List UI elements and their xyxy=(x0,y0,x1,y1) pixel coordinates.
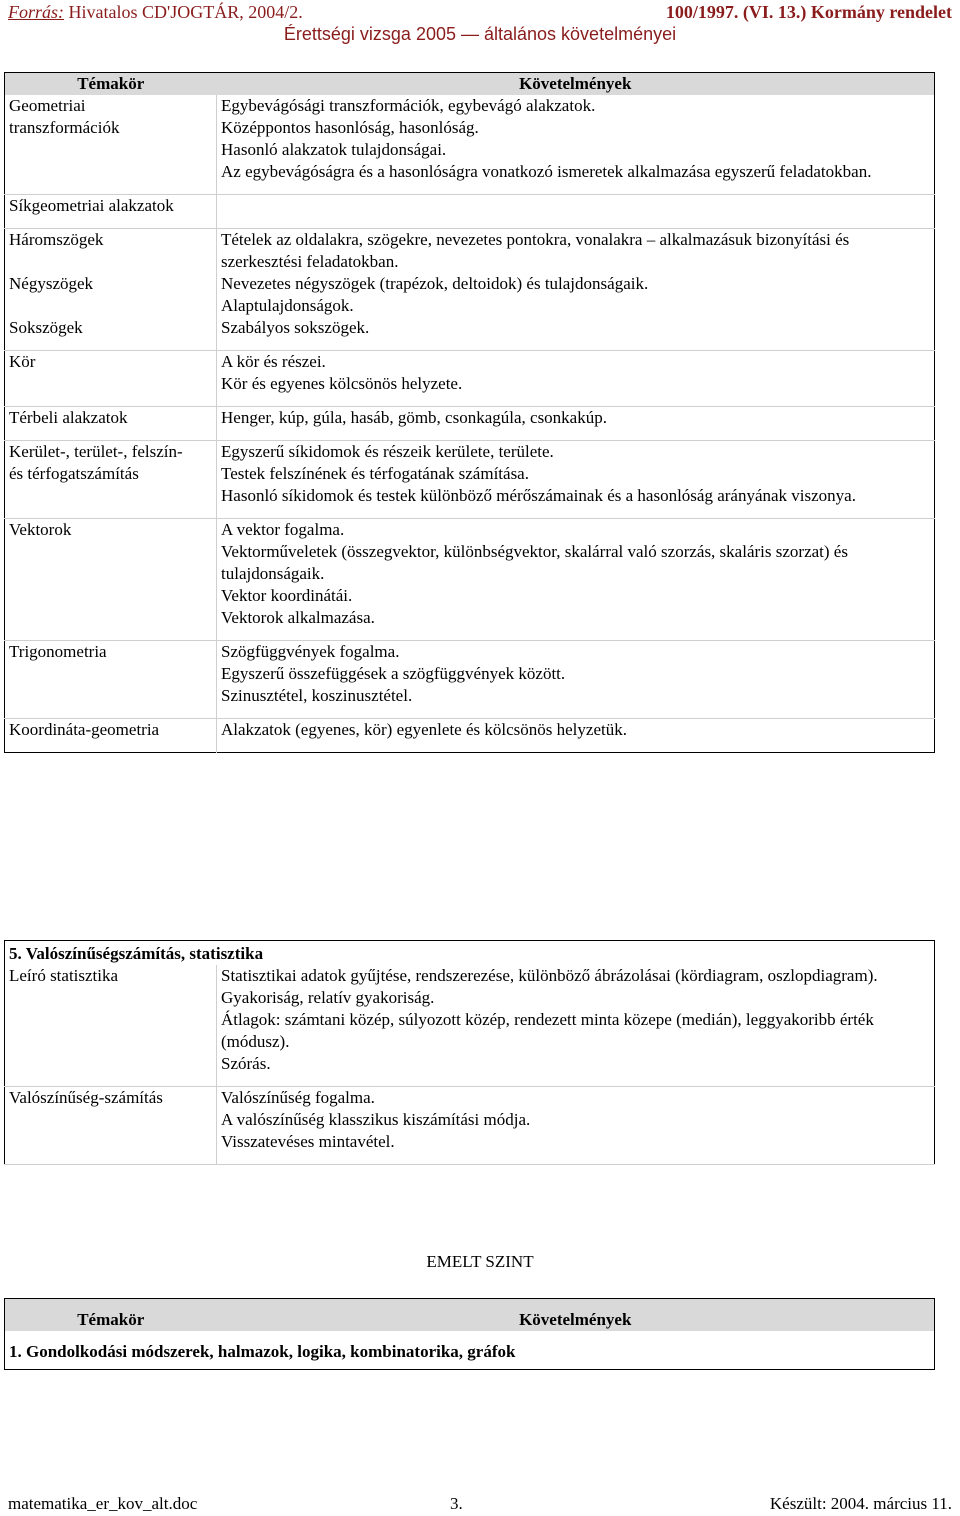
requirement-cell xyxy=(217,519,935,641)
table-row xyxy=(5,965,935,1087)
topic-line: Síkgeometriai alakzatok xyxy=(9,196,174,215)
topic-line: Koordináta-geometria xyxy=(9,720,160,739)
requirement-line: Henger, kúp, gúla, hasáb, gömb, csonkagúla, csonkakúp. xyxy=(221,408,607,427)
requirement-line: Vektorok alkalmazása. xyxy=(221,608,375,627)
table-row xyxy=(5,641,935,719)
requirement-line: Szögfüggvények fogalma. xyxy=(221,642,400,661)
topic-line: Térbeli alakzatok xyxy=(9,408,128,427)
page-header xyxy=(0,0,960,24)
table2-body xyxy=(5,965,935,1165)
requirement-line: Hasonló síkidomok és testek különböző mérőszámainak és a hasonlóság arányának viszonya. xyxy=(221,486,856,505)
requirements-table-geometry xyxy=(4,72,935,753)
law-reference: 100/1997. (VI. 13.) Kormány rendelet xyxy=(665,2,952,22)
topic-line: Kerület-, terület-, felszín- xyxy=(9,442,183,461)
topic-line: Geometriai xyxy=(9,96,86,115)
topic-line: Valószínűség-számítás xyxy=(9,1088,163,1107)
requirement-cell xyxy=(217,195,935,229)
topic-line: Trigonometria xyxy=(9,642,107,661)
requirement-line: Nevezetes négyszögek (trapézok, deltoidok) és tulajdonságaik. xyxy=(221,274,649,293)
requirement-line: Szabályos sokszögek. xyxy=(221,318,370,337)
source-reference xyxy=(8,0,303,24)
topic-line: Leíró statisztika xyxy=(9,966,119,985)
footer-filename: matematika_er_kov_alt.doc xyxy=(8,1494,198,1513)
requirement-cell xyxy=(217,351,935,407)
requirement-line: Szinusztétel, koszinusztétel. xyxy=(221,686,413,705)
requirement-line: Hasonló alakzatok tulajdonságai. xyxy=(221,140,447,159)
topic-line: Sokszögek xyxy=(9,318,83,337)
requirement-line: Alaptulajdonságok. xyxy=(221,296,354,315)
requirement-line: A vektor fogalma. xyxy=(221,520,345,539)
requirement-line: Az egybevágóságra és a hasonlóságra vonatkozó ismeretek alkalmazása egyszerű feladatokban. xyxy=(221,162,872,181)
column-header-topic: Témakör xyxy=(77,74,145,93)
requirement-line: Tételek az oldalakra, szögekre, nevezetes pontokra, vonalakra – alkalmazásuk bizonyítási és szerkesztési feladatokban. xyxy=(221,230,850,271)
requirement-line: Visszatevéses mintavétel. xyxy=(221,1132,395,1151)
requirement-cell xyxy=(217,965,935,1087)
topic-line: Négyszögek xyxy=(9,274,94,293)
topic-cell xyxy=(5,351,217,407)
requirement-line: Alakzatok (egyenes, kör) egyenlete és kölcsönös helyzetük. xyxy=(221,720,627,739)
column-header-requirements: Követelmények xyxy=(519,74,632,93)
requirement-line: Gyakoriság, relatív gyakoriság. xyxy=(221,988,435,1007)
requirement-cell xyxy=(217,1087,935,1165)
emelt-section-row xyxy=(5,1331,935,1370)
requirements-table-probability xyxy=(4,940,935,1165)
requirement-cell xyxy=(217,641,935,719)
section-title: 5. Valószínűségszámítás, statisztika xyxy=(9,944,264,963)
requirement-line: Valószínűség fogalma. xyxy=(221,1088,375,1107)
footer-page-number: 3. xyxy=(450,1494,463,1513)
table-row xyxy=(5,95,935,195)
topic-line: és térfogatszámítás xyxy=(9,464,139,483)
topic-cell xyxy=(5,719,217,753)
exam-header xyxy=(0,22,960,46)
requirement-line: Átlagok: számtani közép, súlyozott közép, rendezett minta közepe (medián), leggyakoribb érték (módusz). xyxy=(221,1010,874,1051)
requirement-cell xyxy=(217,95,935,195)
topic-cell xyxy=(5,965,217,1087)
requirement-line: Vektorműveletek (összegvektor, különbségvektor, skalárral való szorzás, skaláris szorzat) és tulajdonságaik. xyxy=(221,542,848,583)
topic-cell xyxy=(5,641,217,719)
topic-line: Vektorok xyxy=(9,520,72,539)
topic-cell xyxy=(5,195,217,229)
table-row xyxy=(5,351,935,407)
source-name: Hivatalos CD'JOGTÁR, 2004/2. xyxy=(64,2,303,22)
table-row xyxy=(5,407,935,441)
table-row xyxy=(5,441,935,519)
emelt-section-title: 1. Gondolkodási módszerek, halmazok, logika, kombinatorika, gráfok xyxy=(9,1342,516,1361)
page-footer xyxy=(0,1494,960,1516)
topic-cell xyxy=(5,1087,217,1165)
topic-line: Háromszögek xyxy=(9,230,104,249)
topic-cell xyxy=(5,441,217,519)
requirement-cell xyxy=(217,719,935,753)
section-header-row xyxy=(5,941,935,966)
emelt-requirements-table xyxy=(4,1298,935,1370)
requirement-line: Testek felszínének és térfogatának számítása. xyxy=(221,464,529,483)
emelt-column-header-topic: Témakör xyxy=(77,1310,145,1329)
topic-cell xyxy=(5,95,217,195)
source-prefix: Forrás: xyxy=(8,2,65,22)
table-row xyxy=(5,519,935,641)
emelt-column-header-requirements: Követelmények xyxy=(519,1310,632,1329)
requirement-line: Szórás. xyxy=(221,1054,271,1073)
topic-cell xyxy=(5,519,217,641)
requirement-cell xyxy=(217,229,935,351)
requirement-line: A valószínűség klasszikus kiszámítási módja. xyxy=(221,1110,531,1129)
table-row xyxy=(5,719,935,753)
table1-body xyxy=(5,95,935,753)
table-row xyxy=(5,195,935,229)
requirement-line: Egyszerű síkidomok és részeik kerülete, területe. xyxy=(221,442,554,461)
exam-title: Érettségi vizsga 2005 — általános követelményei xyxy=(283,24,677,44)
topic-cell xyxy=(5,407,217,441)
topic-line: Kör xyxy=(9,352,36,371)
topic-cell xyxy=(5,229,217,351)
topic-line xyxy=(9,295,212,317)
requirement-cell xyxy=(217,407,935,441)
table-header-row xyxy=(5,73,935,96)
requirement-line: Egyszerű összefüggések a szögfüggvények között. xyxy=(221,664,566,683)
requirement-line: Kör és egyenes kölcsönös helyzete. xyxy=(221,374,463,393)
emelt-szint-title: EMELT SZINT xyxy=(426,1252,534,1271)
requirement-line: Középpontos hasonlóság, hasonlóság. xyxy=(221,118,479,137)
requirement-line: Vektor koordinátái. xyxy=(221,586,353,605)
requirement-line: A kör és részei. xyxy=(221,352,326,371)
topic-line xyxy=(9,251,212,273)
emelt-header-row xyxy=(5,1299,935,1332)
topic-line: transzformációk xyxy=(9,118,120,137)
requirement-line xyxy=(221,195,930,217)
requirement-line: Statisztikai adatok gyűjtése, rendszerezése, különböző ábrázolásai (kördiagram, oszlopdiagram). xyxy=(221,966,878,985)
footer-date: Készült: 2004. március 11. xyxy=(769,1494,952,1513)
requirement-line: Egybevágósági transzformációk, egybevágó alakzatok. xyxy=(221,96,596,115)
requirement-cell xyxy=(217,441,935,519)
table-row xyxy=(5,1087,935,1165)
table-row xyxy=(5,229,935,351)
